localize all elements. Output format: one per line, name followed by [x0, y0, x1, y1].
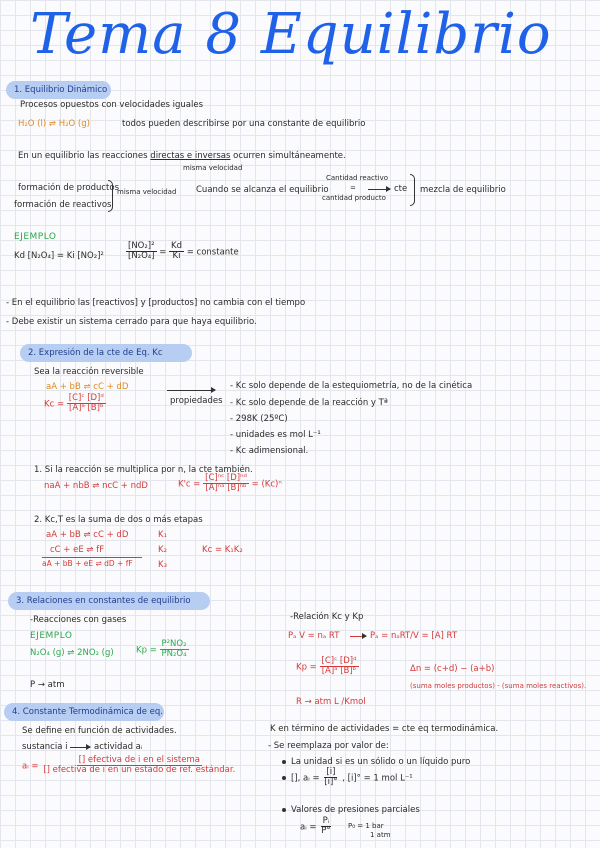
s3-pv: Pₐ V = nₐ RT [288, 631, 340, 641]
s3-kp2-den: [A]ᵃ [B]ᵇ [321, 666, 357, 677]
mezcla-equilibrio: mezcla de equilibrio [420, 185, 506, 195]
s1-line3a-text: En un equilibrio las reacciones [18, 151, 148, 161]
s2-p1-res: = (Kc)ⁿ [251, 479, 282, 490]
section-3-heading [8, 592, 210, 610]
note-2: - Debe existir un sistema cerrado para que haya equilibrio. [6, 317, 257, 327]
cantidad-equals: = [350, 184, 356, 192]
s2-p1-reaction: naA + nbB ⇌ ncC + ndD [44, 481, 148, 491]
s4-bullet-2 [282, 768, 413, 788]
arrow-pa [350, 636, 366, 637]
s3-kp [136, 640, 189, 660]
s2-prop-1: - Kc solo depende de la reacción y Tª [230, 398, 388, 408]
cantidad-producto: cantidad producto [322, 194, 386, 202]
s2-p1-title: 1. Si la reacción se multiplica por n, la cte también. [34, 465, 253, 475]
s4-b3-text: Valores de presiones parciales [291, 805, 420, 815]
ejemplo1-const: = constante [186, 247, 239, 258]
misma-velocidad: misma velocidad [117, 188, 177, 196]
s2-p2-r2: cC + eE ⇌ fF [50, 545, 105, 555]
s2-p2-sum-line [42, 557, 142, 558]
section-4-heading [4, 703, 164, 721]
s4-ai [22, 756, 237, 776]
s2-kc [44, 394, 106, 414]
ejemplo1-eq-sign: = [159, 247, 167, 258]
s3-dn: Δn = (c+d) − (a+b) [410, 664, 495, 674]
bullet-dot-1 [282, 760, 286, 764]
ejemplo1-frac2-num: Kd [171, 241, 183, 251]
s1-line3b-text: directas e inversas [150, 151, 231, 161]
section-3-heading-text: 3. Relaciones en constantes de equilibrio [16, 596, 191, 606]
s4-k-sub: - Se reemplaza por valor de: [268, 741, 389, 751]
arrow-cte [368, 189, 390, 190]
page-title: Tema 8 Equilibrio [30, 2, 552, 67]
s1-line2: todos pueden describirse por una constante de equilibrio [122, 119, 366, 129]
s4-k-title: K en término de actividades = cte eq termodinámica. [270, 724, 499, 734]
s4-b2-num: [i] [326, 767, 336, 777]
s2-reaction: aA + bB ⇌ cC + dD [46, 382, 129, 392]
s2-p1-k-label: K'c = [178, 479, 201, 490]
s1-line1: Procesos opuestos con velocidades iguales [20, 100, 204, 110]
s3-r-unit: R → atm L /Kmol [296, 697, 366, 707]
cte-text: cte [394, 184, 408, 194]
s3-p-atm: P → atm [30, 680, 65, 690]
s2-kc-num: [C]ᶜ [D]ᵈ [68, 393, 104, 403]
s2-prop-4: - Kc adimensional. [230, 446, 309, 456]
s4-bullet-1 [282, 757, 470, 767]
ejemplo1-frac-num: [NO₂]² [128, 241, 155, 251]
s3-dn-note: (suma moles productos) - (suma moles reactivos). [410, 682, 587, 690]
s4-ai2-label: aᵢ = [300, 822, 317, 833]
brace-2 [410, 174, 415, 206]
arrow-actividad [70, 747, 90, 748]
section-1-heading-text: 1. Equilibrio Dinámico [14, 85, 108, 95]
s4-ai2-num: Pᵢ [322, 816, 330, 826]
s2-p2-k1: K₁ [158, 530, 167, 540]
section-2-heading [20, 344, 192, 362]
s3-kp-label: Kp = [136, 645, 157, 656]
s4-ai2 [300, 817, 333, 837]
section-4-heading-text: 4. Constante Termodinámica de eq. [12, 707, 163, 717]
ejemplo1-fraction [126, 242, 239, 262]
s2-sea: Sea la reacción reversible [34, 367, 144, 377]
s3-kp-frac [160, 640, 189, 660]
ejemplo1-eq: Kd [N₂O₄] = Ki [NO₂]² [14, 251, 104, 261]
cantidad-reactivo: Cantidad reactivo [326, 174, 388, 182]
cuando-equilibrio: Cuando se alcanza el equilibrio [196, 185, 329, 195]
s3-pa: Pₐ = nₐRT/V = [A] RT [370, 631, 458, 641]
s4-b2-frac [322, 768, 339, 788]
arrow-propiedades [167, 390, 215, 391]
s2-p1-den: [A]ⁿᵃ [B]ⁿᵇ [205, 483, 247, 494]
s4-ai-num: [] efectiva de i en el sistema [78, 755, 200, 765]
s3-kp2-label: Kp = [296, 662, 317, 673]
ejemplo1-frac-b [169, 242, 184, 262]
s4-b2-den: [i]° [324, 777, 338, 788]
s2-kc-frac [67, 394, 106, 414]
ejemplo1-frac2-den: Ki [172, 251, 181, 262]
s4-p0: P₀ = 1 bar [348, 822, 384, 830]
s2-p1-k [178, 474, 282, 494]
s2-p1-frac [203, 474, 249, 494]
s4-b2b-text: , [i]° = 1 mol L⁻¹ [342, 773, 413, 784]
ejemplo-label-1: EJEMPLO [14, 232, 57, 242]
s2-p2-r3: aA + bB + eE ⇌ dD + fF [42, 559, 133, 568]
formacion-reactivos: formación de reactivos [14, 200, 112, 210]
s1-line3a [18, 151, 346, 161]
s3-reaction: N₂O₄ (g) ⇌ 2NO₂ (g) [30, 648, 114, 658]
s4-b1-text: La unidad si es un sólido o un líquido puro [291, 757, 471, 767]
s3-gases: -Reacciones con gases [30, 615, 127, 625]
ejemplo-label-2: EJEMPLO [30, 631, 73, 641]
s1-reaction: H₂O (l) ⇌ H₂O (g) [18, 119, 90, 129]
s2-prop-0: - Kc solo depende de la estequiometría, no de la cinética [230, 381, 473, 391]
s2-propiedades: propiedades [170, 396, 223, 406]
s3-rel-title: -Relación Kc y Kp [290, 612, 364, 622]
note-1: - En el equilibrio las [reactivos] y [productos] no cambia con el tiempo [6, 298, 306, 308]
s4-ai-label: aᵢ = [22, 761, 39, 772]
s2-p2-res: Kc = K₁K₂ [202, 545, 243, 555]
ejemplo1-frac-den: [N₂O₄] [128, 251, 155, 262]
s2-p1-num: [C]ⁿᶜ [D]ⁿᵈ [205, 473, 247, 483]
s2-kc-den: [A]ᵃ [B]ᵇ [69, 403, 104, 414]
s2-kc-label: Kc = [44, 399, 65, 410]
section-2-heading-text: 2. Expresión de la cte de Eq. Kc [28, 348, 163, 358]
s3-kp2-num: [C]ᶜ [D]ᵈ [321, 656, 357, 666]
s3-kp-den: PN₂O₄ [161, 649, 187, 660]
s4-ai-den: [] efectiva de i en un estado de ref. estándar. [43, 765, 236, 776]
bullet-dot-3 [282, 808, 286, 812]
s1-line3-sub: misma velocidad [183, 164, 243, 172]
section-1-heading [6, 81, 111, 99]
s4-sust: sustancia i [22, 742, 68, 752]
s4-ai2-den: P° [321, 826, 331, 837]
brace-1 [108, 180, 113, 212]
s4-b2a-text: [], aᵢ = [291, 773, 320, 784]
bullet-dot-2 [282, 776, 286, 780]
s4-ai2-frac [319, 817, 332, 837]
s4-def: Se define en función de actividades. [22, 726, 177, 736]
s4-act: actividad aᵢ [94, 742, 143, 752]
ejemplo1-frac-a [126, 242, 157, 262]
s3-kp2 [296, 657, 359, 677]
s2-p2-r1: aA + bB ⇌ cC + dD [46, 530, 129, 540]
s2-p2-k2: K₂ [158, 545, 167, 555]
s2-p2-k3: K₃ [158, 560, 167, 570]
s3-kp2-frac [320, 657, 359, 677]
s4-ai-frac [41, 756, 237, 776]
s2-prop-2: - 298K (25ºC) [230, 414, 288, 424]
s1-line3c-text: ocurren simultáneamente. [233, 151, 346, 161]
s4-p0b: 1 atm [370, 831, 391, 839]
s3-kp-num: P²NO₂ [161, 639, 187, 649]
s4-bullet-3 [282, 805, 420, 815]
s2-prop-3: - unidades es mol L⁻¹ [230, 430, 321, 440]
formacion-productos: formación de productos [18, 183, 119, 193]
s2-p2-title: 2. Kc,T es la suma de dos o más etapas [34, 515, 203, 525]
